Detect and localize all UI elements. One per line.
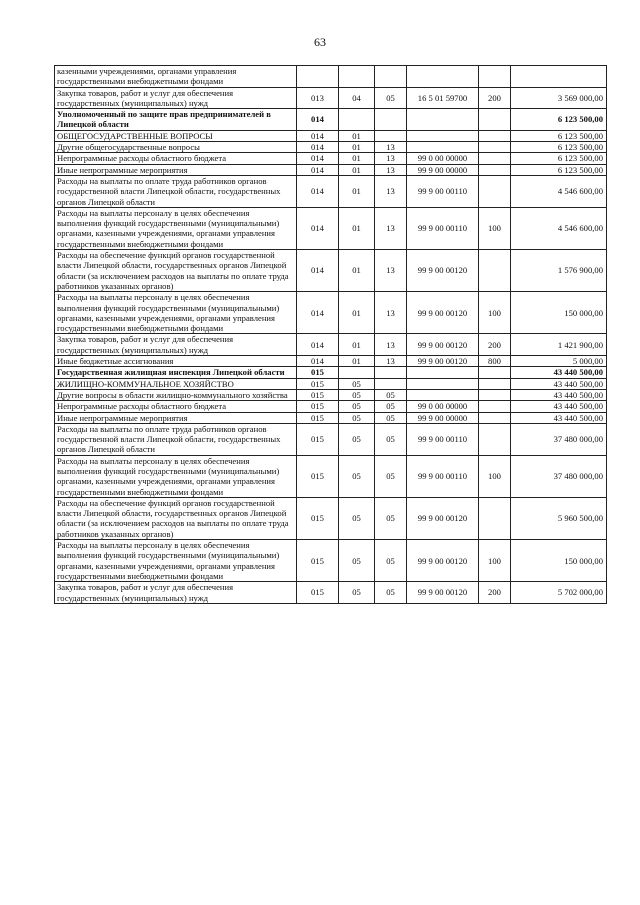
section-code-cell: 04: [339, 87, 375, 109]
table-row: [55, 540, 607, 582]
target-article-cell: [407, 109, 479, 131]
section-code-cell: 01: [339, 130, 375, 141]
table-row: [55, 175, 607, 207]
budget-table: [54, 65, 607, 604]
budget-table-body: [55, 66, 607, 604]
section-code-cell: [339, 66, 375, 88]
section-code-cell: [339, 109, 375, 131]
expense-type-cell: 100: [479, 292, 511, 334]
amount-cell: 6 123 500,00: [511, 130, 607, 141]
section-code-cell: 05: [339, 540, 375, 582]
admin-code-cell: 014: [297, 250, 339, 292]
section-code-cell: 01: [339, 207, 375, 249]
admin-code-cell: 015: [297, 412, 339, 423]
item-name-cell: Уполномоченный по защите прав предпринимателей в Липецкой области: [55, 109, 297, 131]
admin-code-cell: 015: [297, 497, 339, 539]
subsection-code-cell: [375, 367, 407, 378]
amount-cell: 150 000,00: [511, 540, 607, 582]
table-row: [55, 334, 607, 356]
expense-type-cell: [479, 367, 511, 378]
item-name-cell: Закупка товаров, работ и услуг для обеспечения государственных (муниципальных) нужд: [55, 87, 297, 109]
section-code-cell: 05: [339, 455, 375, 497]
target-article-cell: 99 9 00 00120: [407, 497, 479, 539]
table-row: [55, 412, 607, 423]
subsection-code-cell: 13: [375, 292, 407, 334]
admin-code-cell: 015: [297, 423, 339, 455]
section-code-cell: 01: [339, 164, 375, 175]
admin-code-cell: 015: [297, 582, 339, 604]
section-code-cell: 01: [339, 250, 375, 292]
admin-code-cell: 014: [297, 175, 339, 207]
table-row: [55, 455, 607, 497]
target-article-cell: [407, 130, 479, 141]
section-code-cell: [339, 367, 375, 378]
admin-code-cell: 015: [297, 367, 339, 378]
expense-type-cell: [479, 250, 511, 292]
item-name-cell: Расходы на выплаты персоналу в целях обеспечения выполнения функций государственными (муниципальными) органами, казенными учреждениями, органами управления государственными внебюджетными фондами: [55, 207, 297, 249]
expense-type-cell: [479, 153, 511, 164]
target-article-cell: 99 9 00 00120: [407, 292, 479, 334]
expense-type-cell: 200: [479, 334, 511, 356]
subsection-code-cell: [375, 378, 407, 389]
subsection-code-cell: 13: [375, 207, 407, 249]
subsection-code-cell: 05: [375, 582, 407, 604]
item-name-cell: Расходы на обеспечение функций органов государственной власти Липецкой области, государственных органов Липецкой области (за исключением расходов на выплаты по оплате труда работников указанных органов): [55, 250, 297, 292]
admin-code-cell: 014: [297, 109, 339, 131]
item-name-cell: Другие общегосударственные вопросы: [55, 142, 297, 153]
subsection-code-cell: 05: [375, 423, 407, 455]
expense-type-cell: 100: [479, 207, 511, 249]
amount-cell: 6 123 500,00: [511, 164, 607, 175]
amount-cell: 6 123 500,00: [511, 142, 607, 153]
subsection-code-cell: 13: [375, 250, 407, 292]
amount-cell: 43 440 500,00: [511, 412, 607, 423]
table-row: [55, 292, 607, 334]
table-row: [55, 582, 607, 604]
amount-cell: 5 702 000,00: [511, 582, 607, 604]
subsection-code-cell: 05: [375, 87, 407, 109]
expense-type-cell: 100: [479, 455, 511, 497]
amount-cell: 4 546 600,00: [511, 175, 607, 207]
item-name-cell: Непрограммные расходы областного бюджета: [55, 401, 297, 412]
table-row: [55, 423, 607, 455]
target-article-cell: 99 9 00 00120: [407, 540, 479, 582]
expense-type-cell: [479, 109, 511, 131]
subsection-code-cell: 05: [375, 497, 407, 539]
expense-type-cell: [479, 66, 511, 88]
target-article-cell: 99 9 00 00120: [407, 250, 479, 292]
section-code-cell: 01: [339, 334, 375, 356]
target-article-cell: 99 9 00 00000: [407, 164, 479, 175]
expense-type-cell: [479, 378, 511, 389]
amount-cell: 5 000,00: [511, 356, 607, 367]
section-code-cell: 01: [339, 292, 375, 334]
amount-cell: 43 440 500,00: [511, 401, 607, 412]
subsection-code-cell: [375, 130, 407, 141]
admin-code-cell: 015: [297, 540, 339, 582]
expense-type-cell: [479, 142, 511, 153]
target-article-cell: 99 9 00 00000: [407, 412, 479, 423]
amount-cell: 43 440 500,00: [511, 389, 607, 400]
expense-type-cell: 200: [479, 87, 511, 109]
amount-cell: 150 000,00: [511, 292, 607, 334]
item-name-cell: Расходы на выплаты персоналу в целях обеспечения выполнения функций государственными (муниципальными) органами, казенными учреждениями, органами управления государственными внебюджетными фондами: [55, 540, 297, 582]
item-name-cell: Расходы на выплаты персоналу в целях обеспечения выполнения функций государственными (муниципальными) органами, казенными учреждениями, органами управления государственными внебюджетными фондами: [55, 455, 297, 497]
amount-cell: 5 960 500,00: [511, 497, 607, 539]
expense-type-cell: [479, 412, 511, 423]
subsection-code-cell: 13: [375, 356, 407, 367]
expense-type-cell: [479, 401, 511, 412]
table-row-department: [55, 367, 607, 378]
table-row: [55, 250, 607, 292]
section-code-cell: 05: [339, 412, 375, 423]
section-code-cell: 05: [339, 582, 375, 604]
amount-cell: 1 421 900,00: [511, 334, 607, 356]
table-row: [55, 87, 607, 109]
amount-cell: 43 440 500,00: [511, 378, 607, 389]
amount-cell: 37 480 000,00: [511, 455, 607, 497]
target-article-cell: 99 9 00 00110: [407, 423, 479, 455]
item-name-cell: Иные непрограммные мероприятия: [55, 164, 297, 175]
admin-code-cell: 014: [297, 207, 339, 249]
subsection-code-cell: [375, 66, 407, 88]
admin-code-cell: 013: [297, 87, 339, 109]
admin-code-cell: 014: [297, 334, 339, 356]
item-name-cell: Иные непрограммные мероприятия: [55, 412, 297, 423]
section-code-cell: 01: [339, 356, 375, 367]
expense-type-cell: 800: [479, 356, 511, 367]
table-row: [55, 142, 607, 153]
section-code-cell: 05: [339, 497, 375, 539]
expense-type-cell: 100: [479, 540, 511, 582]
item-name-cell: ЖИЛИЩНО-КОММУНАЛЬНОЕ ХОЗЯЙСТВО: [55, 378, 297, 389]
table-row: [55, 401, 607, 412]
section-code-cell: 01: [339, 175, 375, 207]
section-code-cell: 05: [339, 389, 375, 400]
admin-code-cell: 015: [297, 455, 339, 497]
amount-cell: 37 480 000,00: [511, 423, 607, 455]
admin-code-cell: 014: [297, 153, 339, 164]
admin-code-cell: 015: [297, 401, 339, 412]
target-article-cell: [407, 142, 479, 153]
target-article-cell: 99 9 00 00120: [407, 582, 479, 604]
section-code-cell: 05: [339, 378, 375, 389]
subsection-code-cell: 13: [375, 142, 407, 153]
table-row: [55, 130, 607, 141]
section-code-cell: 05: [339, 423, 375, 455]
target-article-cell: 99 9 00 00110: [407, 207, 479, 249]
expense-type-cell: [479, 497, 511, 539]
section-code-cell: 01: [339, 153, 375, 164]
table-row: [55, 164, 607, 175]
subsection-code-cell: 05: [375, 389, 407, 400]
expense-type-cell: [479, 164, 511, 175]
subsection-code-cell: 13: [375, 334, 407, 356]
amount-cell: 6 123 500,00: [511, 109, 607, 131]
section-code-cell: 05: [339, 401, 375, 412]
target-article-cell: 99 9 00 00110: [407, 175, 479, 207]
expense-type-cell: 200: [479, 582, 511, 604]
item-name-cell: Закупка товаров, работ и услуг для обеспечения государственных (муниципальных) нужд: [55, 582, 297, 604]
target-article-cell: [407, 389, 479, 400]
item-name-cell: Расходы на обеспечение функций органов государственной власти Липецкой области, государственных органов Липецкой области (за исключением расходов на выплаты по оплате труда работников указанных органов): [55, 497, 297, 539]
admin-code-cell: 015: [297, 389, 339, 400]
item-name-cell: Непрограммные расходы областного бюджета: [55, 153, 297, 164]
item-name-cell: ОБЩЕГОСУДАРСТВЕННЫЕ ВОПРОСЫ: [55, 130, 297, 141]
item-name-cell: казенными учреждениями, органами управления государственными внебюджетными фондами: [55, 66, 297, 88]
admin-code-cell: 014: [297, 356, 339, 367]
item-name-cell: Расходы на выплаты по оплате труда работников органов государственной власти Липецкой области, государственных органов Липецкой области: [55, 423, 297, 455]
target-article-cell: 99 9 00 00120: [407, 356, 479, 367]
item-name-cell: Расходы на выплаты по оплате труда работников органов государственной власти Липецкой области, государственных органов Липецкой области: [55, 175, 297, 207]
expense-type-cell: [479, 175, 511, 207]
subsection-code-cell: [375, 109, 407, 131]
page-number: 63: [314, 35, 326, 49]
target-article-cell: 99 0 00 00000: [407, 401, 479, 412]
item-name-cell: Закупка товаров, работ и услуг для обеспечения государственных (муниципальных) нужд: [55, 334, 297, 356]
item-name-cell: Другие вопросы в области жилищно-коммунального хозяйства: [55, 389, 297, 400]
amount-cell: 43 440 500,00: [511, 367, 607, 378]
target-article-cell: [407, 66, 479, 88]
item-name-cell: Иные бюджетные ассигнования: [55, 356, 297, 367]
expense-type-cell: [479, 423, 511, 455]
amount-cell: 4 546 600,00: [511, 207, 607, 249]
subsection-code-cell: 05: [375, 401, 407, 412]
target-article-cell: 99 9 00 00120: [407, 334, 479, 356]
target-article-cell: 16 5 01 59700: [407, 87, 479, 109]
item-name-cell: Государственная жилищная инспекция Липецкой области: [55, 367, 297, 378]
table-row: [55, 153, 607, 164]
admin-code-cell: 014: [297, 142, 339, 153]
table-row: [55, 378, 607, 389]
subsection-code-cell: 13: [375, 164, 407, 175]
table-row: [55, 497, 607, 539]
subsection-code-cell: 05: [375, 455, 407, 497]
admin-code-cell: 014: [297, 164, 339, 175]
admin-code-cell: 015: [297, 378, 339, 389]
subsection-code-cell: 05: [375, 540, 407, 582]
subsection-code-cell: 05: [375, 412, 407, 423]
expense-type-cell: [479, 389, 511, 400]
table-row: [55, 207, 607, 249]
subsection-code-cell: 13: [375, 153, 407, 164]
amount-cell: 6 123 500,00: [511, 153, 607, 164]
admin-code-cell: [297, 66, 339, 88]
target-article-cell: [407, 367, 479, 378]
table-row: [55, 389, 607, 400]
admin-code-cell: 014: [297, 292, 339, 334]
admin-code-cell: 014: [297, 130, 339, 141]
amount-cell: [511, 66, 607, 88]
amount-cell: 1 576 900,00: [511, 250, 607, 292]
table-row: [55, 66, 607, 88]
target-article-cell: 99 0 00 00000: [407, 153, 479, 164]
target-article-cell: [407, 378, 479, 389]
item-name-cell: Расходы на выплаты персоналу в целях обеспечения выполнения функций государственными (муниципальными) органами, казенными учреждениями, органами управления государственными внебюджетными фондами: [55, 292, 297, 334]
section-code-cell: 01: [339, 142, 375, 153]
table-row: [55, 356, 607, 367]
expense-type-cell: [479, 130, 511, 141]
subsection-code-cell: 13: [375, 175, 407, 207]
table-row-department: [55, 109, 607, 131]
target-article-cell: 99 9 00 00110: [407, 455, 479, 497]
amount-cell: 3 569 000,00: [511, 87, 607, 109]
